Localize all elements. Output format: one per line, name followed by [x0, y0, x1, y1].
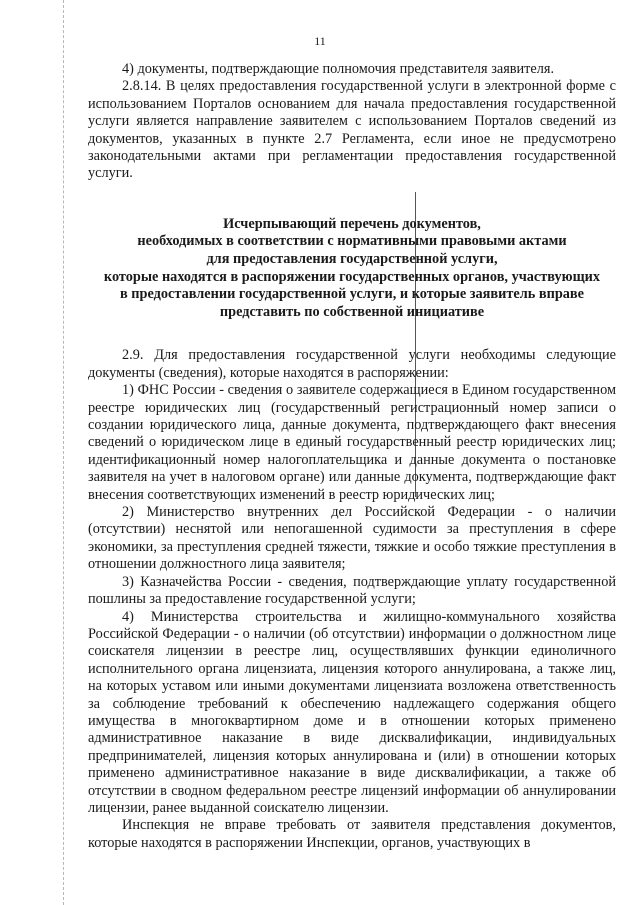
scan-edge-line [63, 0, 64, 905]
heading-line: необходимых в соответствии с нормативными правовыми актами [137, 233, 567, 250]
heading-line: Исчерпывающий перечень документов, [223, 215, 481, 232]
heading-line: которые находятся в распоряжении государственных органов, участвующих [103, 268, 601, 285]
section-heading [88, 216, 616, 322]
paragraph-2-9: 2.9. Для предоставления государственной услуги необходимы следующие документы (сведения), которые находятся в распоряжении: [88, 347, 616, 381]
heading-line: для предоставления государственной услуги, [206, 251, 498, 268]
paragraph-minstroy: 4) Министерства строительства и жилищно-коммунального хозяйства Российской Федерации - о наличии (об отсутствии) информации о должностном лице соискателя лицензии в реестре лиц, осуществлявших функции единоличного исполнительного органа лицензиата, лицензия которого аннулирована, а также лиц, на которых уставом или иными документами лицензиата возложена ответственность за соблюдение требований к обеспечению надлежащего содержания общего имущества в многоквартирном доме и в отношении которых применено административное наказание в виде дисквалификации, индивидуальных предпринимателей, лицензия которых аннулирована и (или) в отношении которых применено административное наказание в виде дисквалификации, а также об отсутствии в сводном федеральном реестре лицензий информации об аннулировании лицензии, ранее выданной соискателю лицензии. [88, 608, 616, 816]
heading-line: в предоставлении государственной услуги, и которые заявитель вправе [120, 286, 584, 303]
paragraph-fns: 1) ФНС России - сведения о заявителе содержащиеся в Едином государственном реестре юридических лиц (государственный регистрационный номер записи о создании юридического лица, данные документа, подтверждающего факт внесения сведений о юридическом лице в единый государственный реестр юридических лиц; идентификационный номер налогоплательщика и данные документа о постановке заявителя на учет в налоговом органе) или данные документа, подтверждающие факт внесения соответствующих изменений в реестр юридических лиц; [88, 382, 616, 503]
heading-line: представить по собственной инициативе [219, 303, 485, 320]
paragraph-treasury: 3) Казначейства России - сведения, подтверждающие уплату государственной пошлины за предоставление государственной услуги; [88, 573, 616, 608]
paragraph-2-8-14: 2.8.14. В целях предоставления государственной услуги в электронной форме с использованием Порталов основанием для начала предоставления государственной услуги является направление заявителем с использованием Порталов сведений из документов, указанных в пункте 2.7 Регламента, если иное не предусмотрено законодательными актами при регламентации предоставления государственной услуги. [88, 78, 616, 182]
document-body [88, 61, 616, 852]
paragraph-mvd: 2) Министерство внутренних дел Российской Федерации - о наличии (отсутствии) неснятой или непогашенной судимости за преступления в сфере экономики, за преступления средней тяжести, тяжкие и особо тяжкие преступления в отношении должностного лица заявителя; [88, 504, 616, 573]
paragraph-item-4: 4) документы, подтверждающие полномочия представителя заявителя. [122, 61, 555, 77]
page-number: 11 [314, 34, 326, 48]
paragraph-inspection: Инспекция не вправе требовать от заявителя представления документов, которые находятся в распоряжении Инспекции, органов, участвующих в [88, 817, 616, 851]
